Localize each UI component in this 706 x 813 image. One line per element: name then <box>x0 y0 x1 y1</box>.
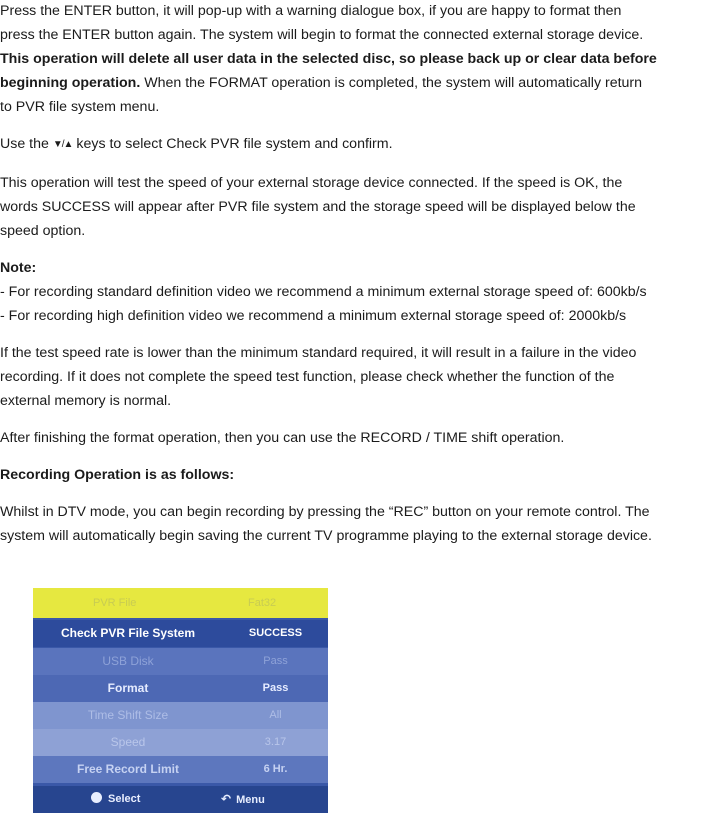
pvr-menu-screenshot <box>33 588 328 813</box>
paragraph-recording <box>0 500 706 548</box>
menu-label: Menu <box>236 794 265 806</box>
note-line: - For recording standard definition video we recommend a minimum external storage speed of: 600kb/s <box>0 284 647 300</box>
note-line: - For recording high definition video we recommend a minimum external storage speed of: 2000kb/s <box>0 308 627 324</box>
menu-header-value: Fat32 <box>248 597 277 609</box>
paragraph-select-check <box>0 132 706 158</box>
paragraph-failure <box>0 341 706 413</box>
text-line: system will automatically begin saving the current TV programme playing to the external storage device. <box>0 528 652 544</box>
menu-hint <box>221 786 265 813</box>
menu-row-check-pvr[interactable] <box>33 620 328 647</box>
text-line: If the test speed rate is lower than the minimum standard required, it will result in a failure in the video <box>0 345 637 361</box>
menu-row-label: Check PVR File System <box>60 626 196 640</box>
text-line: press the ENTER button again. The system will begin to format the connected external storage device. <box>0 27 644 43</box>
menu-row-label: Free Record Limit <box>76 762 180 776</box>
text-line: This operation will test the speed of your external storage device connected. If the speed is OK, the <box>0 175 623 191</box>
text-line: Whilst in DTV mode, you can begin recording by pressing the “REC” button on your remote control. The <box>0 504 650 520</box>
select-label: Select <box>108 793 141 805</box>
menu-row-format[interactable] <box>33 675 328 702</box>
menu-row-free-record-limit[interactable] <box>33 756 328 783</box>
menu-header <box>33 588 328 618</box>
text-line: to PVR file system menu. <box>0 99 160 115</box>
arrow-keys-icon: ▼/▲ <box>52 139 73 150</box>
paragraph-format <box>0 0 706 119</box>
note-title: Note: <box>0 260 37 276</box>
text-line: speed option. <box>0 223 86 239</box>
text-line: Press the ENTER button, it will pop-up with a warning dialogue box, if you are happy to format then <box>0 3 622 19</box>
text-line: external memory is normal. <box>0 393 172 409</box>
menu-row-speed[interactable] <box>33 729 328 756</box>
section-heading <box>0 463 706 487</box>
menu-row-value: All <box>269 709 282 721</box>
menu-row-value: Pass <box>263 655 288 667</box>
select-icon <box>91 792 102 803</box>
text-line: Use the <box>0 136 53 152</box>
menu-row-label: USB Disk <box>102 654 154 668</box>
menu-row-value: 6 Hr. <box>263 763 288 775</box>
menu-row-time-shift[interactable] <box>33 702 328 729</box>
text-line: When the FORMAT operation is completed, the system will automatically return <box>140 75 643 91</box>
menu-footer <box>33 786 328 813</box>
menu-row-label: Time Shift Size <box>87 708 169 722</box>
menu-row-value: Pass <box>262 682 289 694</box>
select-hint <box>91 786 140 813</box>
menu-header-title: PVR File <box>93 597 137 609</box>
note-block <box>0 256 706 328</box>
warning-text: beginning operation. <box>0 75 141 91</box>
back-arrow-icon: ↶ <box>221 792 232 806</box>
paragraph-after-format <box>0 426 706 450</box>
warning-text: This operation will delete all user data in the selected disc, so please back up or clear data before <box>0 51 657 67</box>
menu-row-value: 3.17 <box>264 736 287 748</box>
menu-row-value: SUCCESS <box>248 627 303 639</box>
text-line: After finishing the format operation, then you can use the RECORD / TIME shift operation. <box>0 430 565 446</box>
paragraph-speed-test <box>0 171 706 243</box>
menu-row-usb-disk[interactable] <box>33 648 328 675</box>
menu-row-label: Speed <box>110 735 146 749</box>
text-line: recording. If it does not complete the speed test function, please check whether the function of the <box>0 369 615 385</box>
text-line: words SUCCESS will appear after PVR file system and the storage speed will be displayed below the <box>0 199 636 215</box>
heading-text: Recording Operation is as follows: <box>0 467 235 483</box>
text-line: keys to select Check PVR file system and confirm. <box>72 136 393 152</box>
menu-row-label: Format <box>107 681 149 695</box>
